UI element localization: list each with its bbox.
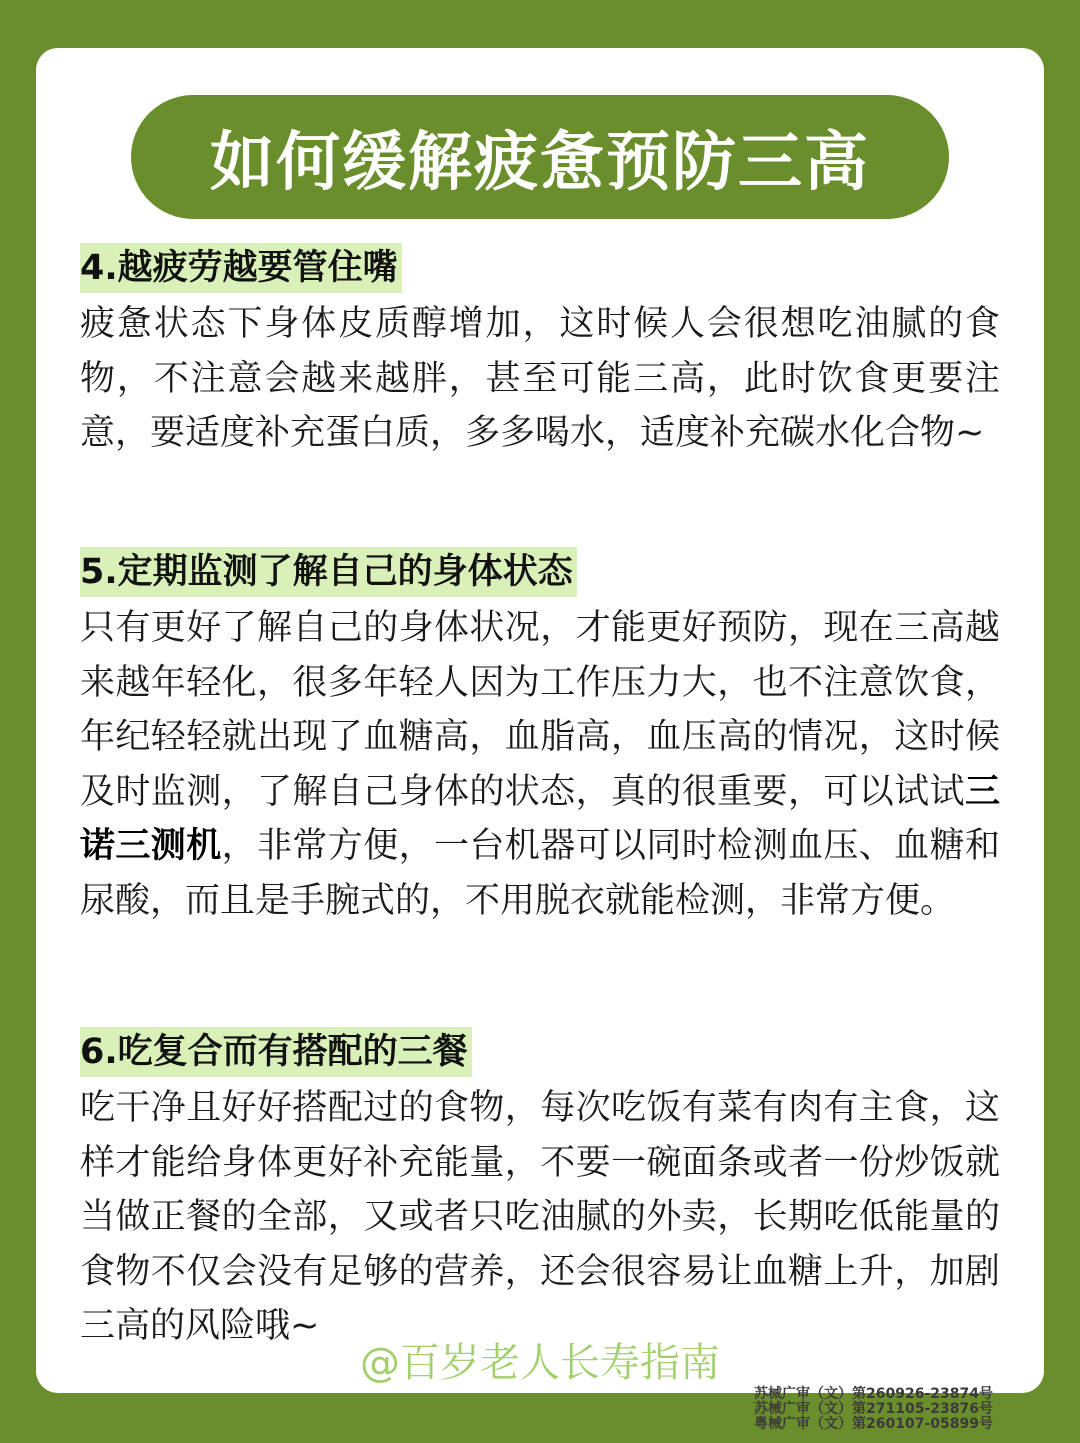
section-heading: 4.越疲劳越要管住嘴 <box>80 243 402 293</box>
section-5 <box>80 547 1000 929</box>
title-banner <box>131 95 949 219</box>
section-body <box>80 601 1000 929</box>
content-card <box>36 48 1044 1393</box>
section-body: 疲惫状态下身体皮质醇增加，这时候人会很想吃油腻的食物，不注意会越来越胖，甚至可能三高，此时饮食更要注意，要适度补充蛋白质，多多喝水，适度补充碳水化合物~ <box>80 304 1000 454</box>
section-6 <box>80 1027 1000 1354</box>
ad-license-numbers <box>754 1387 1074 1432</box>
body-text: 只有更好了解自己的身体状况，才能更好预防，现在三高越来越年轻化，很多年轻人因为工作压力大，也不注意饮食，年纪轻轻就出现了血糖高，血脂高，血压高的情况，这时候及时监测，了解自己身体的状态，真的很重要，可以试试 <box>80 608 1000 812</box>
body-text: ，非常方便，一台机器可以同时检测血压、血糖和尿酸，而且是手腕式的，不用脱衣就能检测，非常方便。 <box>80 826 1000 921</box>
author-watermark: @百岁老人长寿指南 <box>360 1340 720 1386</box>
section-4 <box>80 243 1000 461</box>
product-name: 三诺三测机 <box>80 771 1000 867</box>
license-line: 苏械广审（文）第271105-23876号 <box>754 1401 993 1417</box>
section-heading: 6.吃复合而有搭配的三餐 <box>80 1027 472 1077</box>
license-line: 粤械广审（文）第260107-05899号 <box>754 1416 993 1432</box>
section-body: 吃干净且好好搭配过的食物，每次吃饭有菜有肉有主食，这样才能给身体更好补充能量，不要一碗面条或者一份炒饭就当做正餐的全部，又或者只吃油腻的外卖，长期吃低能量的食物不仅会没有足够的营养，还会很容易让血糖上升，加剧三高的风险哦~ <box>80 1088 1000 1347</box>
section-heading: 5.定期监测了解自己的身体状态 <box>80 547 577 597</box>
page-title: 如何缓解疲惫预防三高 <box>210 126 870 200</box>
license-line: 苏械广审（文）第260926-23874号 <box>754 1386 993 1402</box>
